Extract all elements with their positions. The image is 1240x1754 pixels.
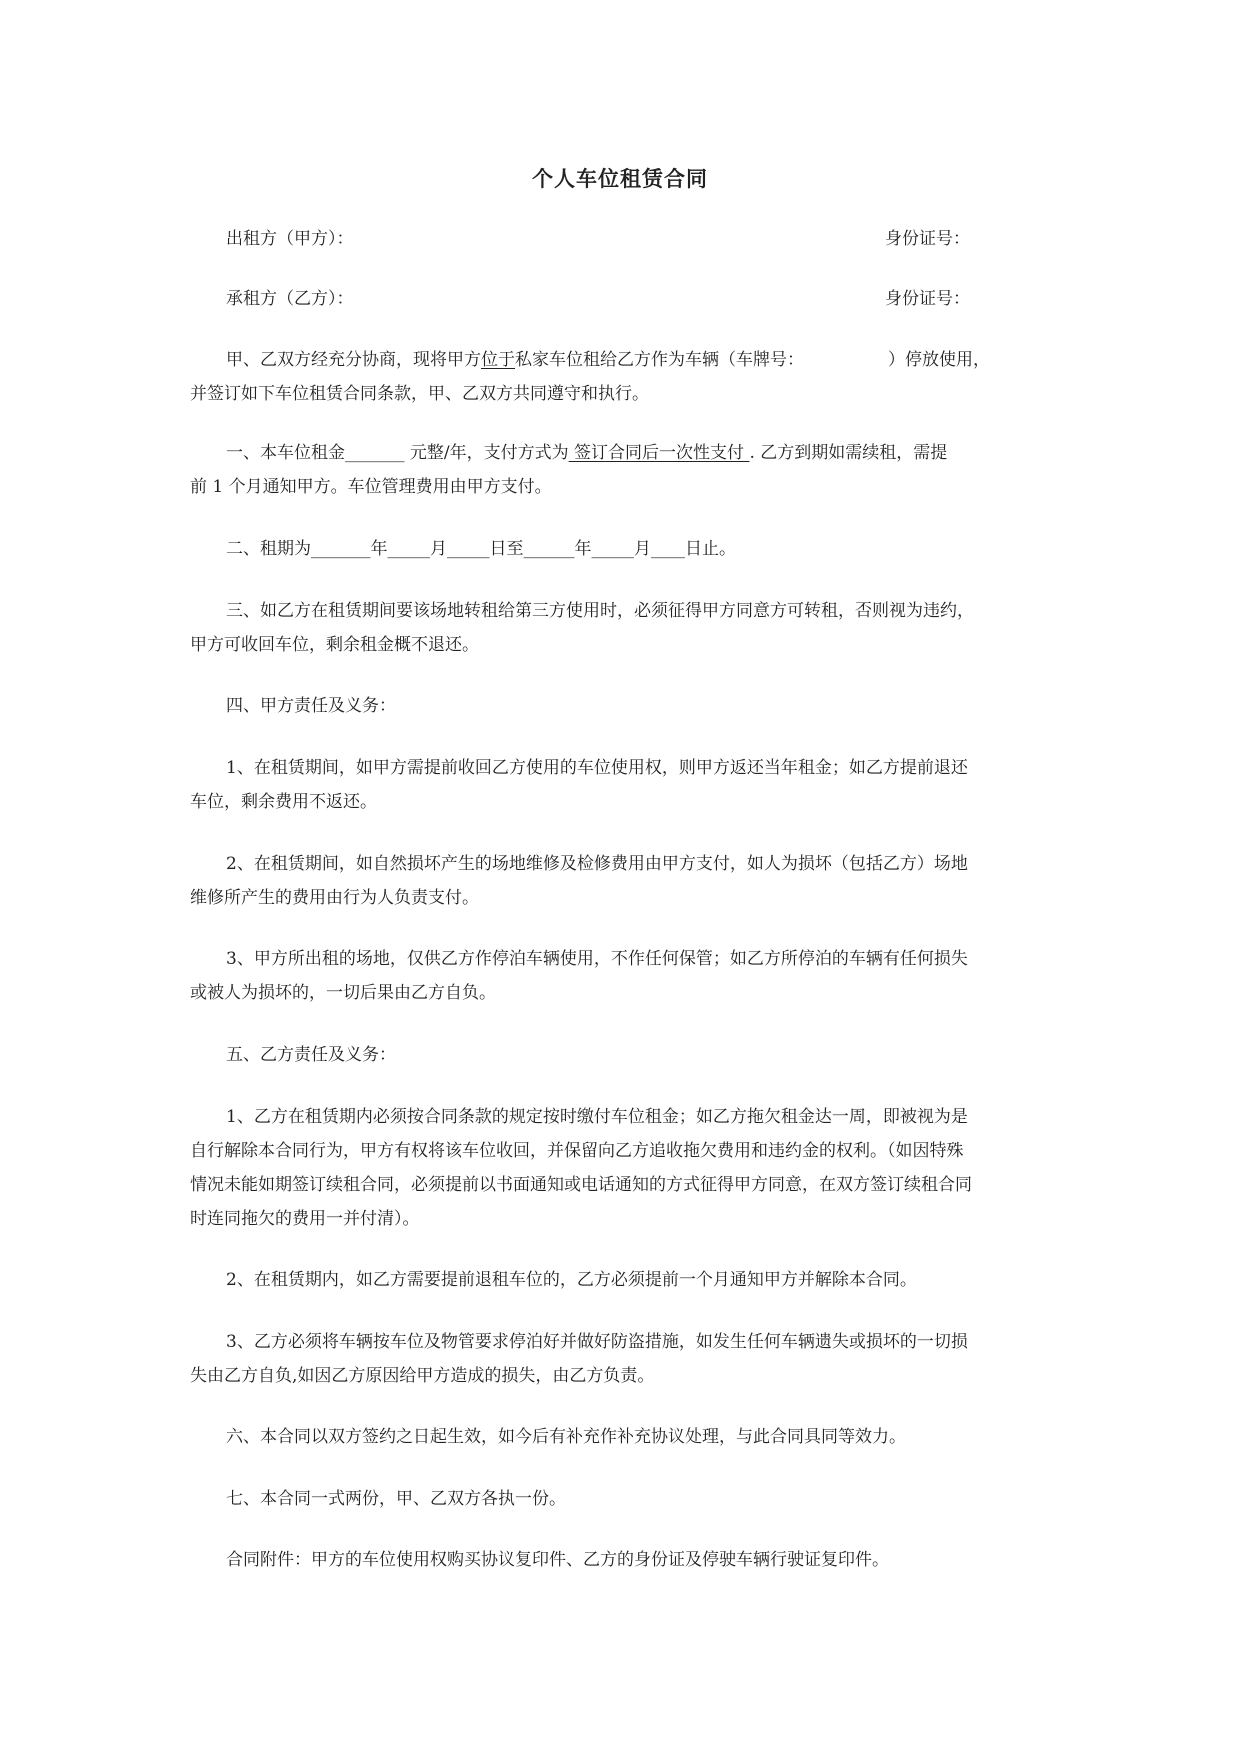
clause5-item1-line-1: 1、乙方在租赁期内必须按合同条款的规定按时缴付车位租金；如乙方拖欠租金达一周，即被视为是: [226, 1107, 968, 1127]
lessor-id-label: 身份证号：: [885, 229, 970, 249]
rent-amount-blank: _______: [345, 443, 405, 463]
clause4-item2-line-2: 维修所产生的费用由行为人负责支付。: [190, 888, 479, 908]
payment-method-text: 签订合同后一次性支付: [568, 443, 750, 463]
intro-line-1: [190, 343, 1086, 377]
lessee-row: [190, 282, 1086, 316]
clause4-heading: 四、甲方责任及义务：: [226, 696, 396, 716]
clause7-line: 七、本合同一式两份，甲、乙双方各执一份。: [226, 1489, 566, 1509]
clause5-heading: 五、乙方责任及义务：: [226, 1045, 396, 1065]
clause1-text-a: 一、本车位租金: [226, 443, 345, 463]
attachment-line: 合同附件：甲方的车位使用权购买协议复印件、乙方的身份证及停驶车辆行驶证复印件。: [226, 1550, 889, 1570]
clause3-line-2: 甲方可收回车位，剩余租金概不退还。: [190, 635, 479, 655]
clause5-item2-line: 2、在租赁期内，如乙方需要提前退租车位的，乙方必须提前一个月通知甲方并解除本合同。: [226, 1270, 917, 1290]
clause1-text-c: . 乙方到期如需续租，需提: [749, 443, 948, 463]
clause5-item1-line-4: 时连同拖欠的费用一并付清）。: [190, 1209, 420, 1229]
clause5-item3-line-1: 3、乙方必须将车辆按车位及物管要求停泊好并做好防盗措施，如发生任何车辆遗失或损坏的一切损: [226, 1332, 968, 1352]
clause5-item3-line-2: 失由乙方自负,如因乙方原因给甲方造成的损失，由乙方负责。: [190, 1366, 655, 1386]
lessor-label: 出租方（甲方）：: [226, 229, 354, 249]
intro-line-2: 并签订如下车位租赁合同条款，甲、乙双方共同遵守和执行。: [190, 384, 649, 404]
contract-title: 个人车位租赁合同: [532, 166, 708, 191]
clause4-item3-line-2: 或被人为损坏的，一切后果由乙方自负。: [190, 983, 496, 1003]
clause5-item1-line-3: 情况未能如期签订续租合同，必须提前以书面通知或电话通知的方式征得甲方同意，在双方签订续租合同: [190, 1175, 972, 1195]
lessee-label: 承租方（乙方）：: [226, 289, 354, 309]
clause1-line-2: 前 1 个月通知甲方。车位管理费用由甲方支付。: [190, 477, 552, 497]
clause6-line: 六、本合同以双方签约之日起生效，如今后有补充作补充协议处理，与此合同具同等效力。: [226, 1427, 906, 1447]
intro-text-c: ）停放使用，: [888, 350, 990, 370]
clause3-line-1: 三、如乙方在租赁期间要该场地转租给第三方使用时，必须征得甲方同意方可转租，否则视为违约，: [226, 601, 974, 621]
intro-underlined-text: 位于: [481, 350, 515, 370]
clause1-line-1: [190, 436, 1086, 470]
lessee-id-label: 身份证号：: [885, 289, 970, 309]
clause4-item3-line-1: 3、甲方所出租的场地，仅供乙方作停泊车辆使用，不作任何保管；如乙方所停泊的车辆有任何损失: [226, 949, 968, 969]
clause5-item1-line-2: 自行解除本合同行为，甲方有权将该车位收回，并保留向乙方追收拖欠费用和违约金的权利。（如因特殊: [190, 1141, 964, 1161]
clause4-item1-line-2: 车位，剩余费用不返还。: [190, 792, 377, 812]
clause2-line: 二、租期为_______年_____月_____日至______年_____月____日止。: [226, 539, 736, 559]
clause4-item1-line-1: 1、在租赁期间，如甲方需提前收回乙方使用的车位使用权，则甲方返还当年租金；如乙方提前退还: [226, 758, 968, 778]
intro-text-b: 私家车位租给乙方作为车辆（车牌号：: [515, 350, 804, 370]
clause4-item2-line-1: 2、在租赁期间，如自然损坏产生的场地维修及检修费用由甲方支付，如人为损坏（包括乙方）场地: [226, 854, 968, 874]
intro-text-a: 甲、乙双方经充分协商，现将甲方: [226, 350, 481, 370]
lessor-row: [190, 222, 1086, 256]
clause1-text-b: 元整/年，支付方式为: [404, 443, 569, 463]
